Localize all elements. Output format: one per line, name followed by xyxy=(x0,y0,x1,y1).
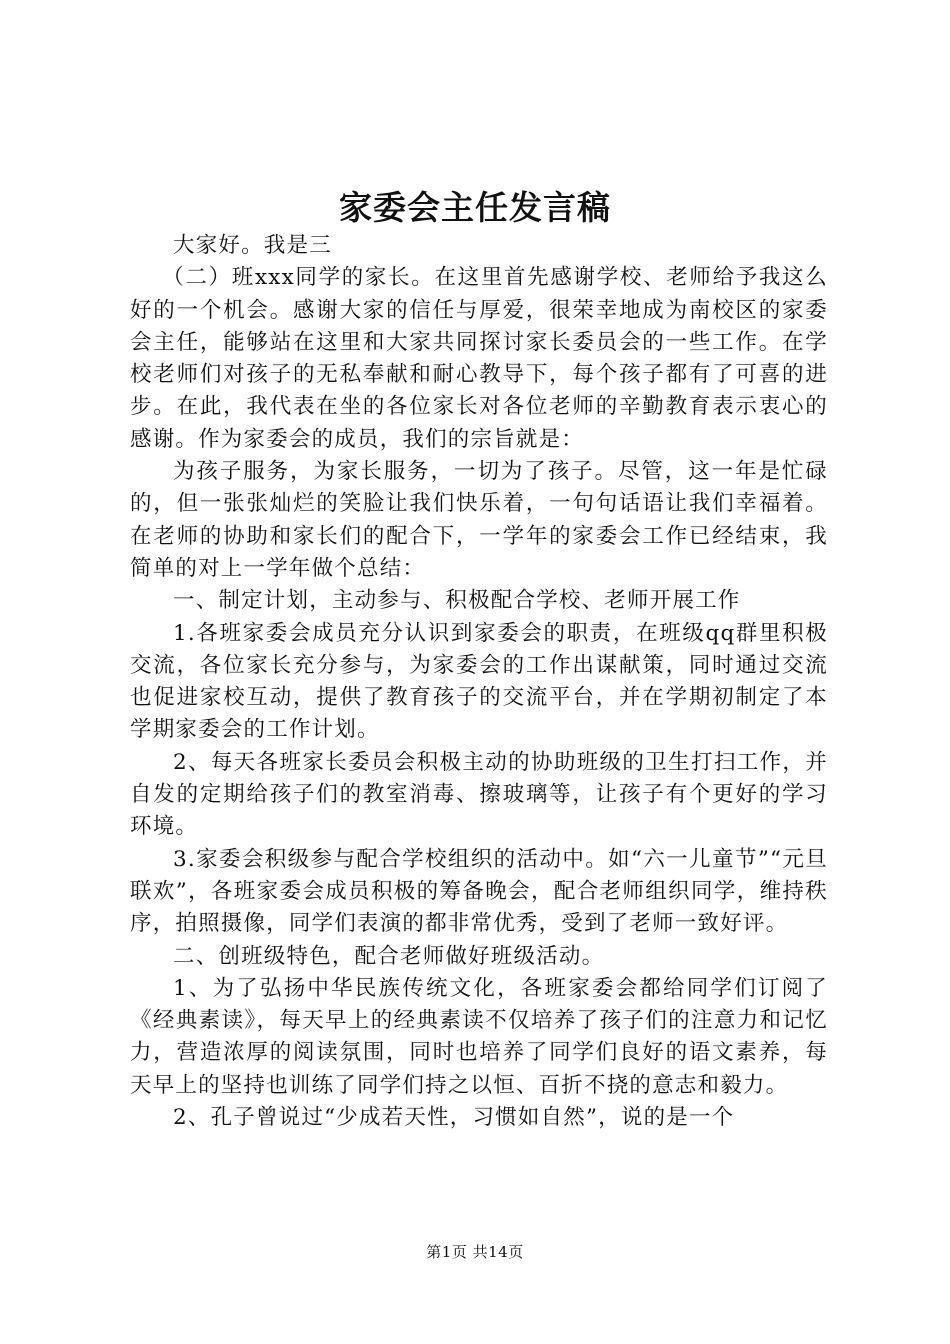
paragraph-item-1-3: 3.家委会积级参与配合学校组织的活动中。如“六一儿童节”“元旦联欢”，各班家委会成员积极的筹备晚会，配合老师组织同学，维持秩序，拍照摄像，同学们表演的都非常优秀，受到了老师一致好评。 xyxy=(130,846,828,937)
paragraph-purpose: 为孩子服务，为家长服务，一切为了孩子。尽管，这一年是忙碌的，但一张张灿烂的笑脸让我们快乐着，一句句话语让我们幸福着。在老师的协助和家长们的配合下，一学年的家委会工作已经结束，我简单的对上一学年做个总结： xyxy=(130,459,828,581)
section-heading-2: 二、创班级特色，配合老师做好班级活动。 xyxy=(173,943,605,969)
paragraph-introduction: （二）班xxx同学的家长。在这里首先感谢学校、老师给予我这么好的一个机会。感谢大家的信任与厚爱，很荣幸地成为南校区的家委会主任，能够站在这里和大家共同探讨家长委员会的一些工作。在学校老师们对孩子的无私奉献和耐心教导下，每个孩子都有了可喜的进步。在此，我代表在坐的各位家长对各位老师的辛勤教育表示衷心的感谢。作为家委会的成员，我们的宗旨就是： xyxy=(130,265,828,452)
paragraph-item-2-2: 2、孔子曾说过“少成若天性，习惯如自然”，说的是一个 xyxy=(173,1105,735,1131)
document-title: 家委会主任发言稿 xyxy=(339,188,611,227)
document-body xyxy=(130,230,828,1134)
paragraph-item-1-2: 2、每天各班家长委员会积极主动的协助班级的卫生打扫工作，并自发的定期给孩子们的教室消毒、擦玻璃等，让孩子有个更好的学习环境。 xyxy=(130,749,828,840)
paragraph-item-2-1: 1、为了弘扬中华民族传统文化，各班家委会都给同学们订阅了《经典素读》，每天早上的经典素读不仅培养了孩子们的注意力和记忆力，营造浓厚的阅读氛围，同时也培养了同学们良好的语文素养，每天早上的坚持也训练了同学们持之以恒、百折不挠的意志和毅力。 xyxy=(130,975,828,1098)
paragraph-item-1-1: 1.各班家委会成员充分认识到家委会的职责，在班级qq群里积极交流，各位家长充分参与，为家委会的工作出谋献策，同时通过交流也促进家校互动，提供了教育孩子的交流平台，并在学期初制定了本学期家委会的工作计划。 xyxy=(130,620,828,743)
page-number-footer: 第1页 共14页 xyxy=(426,1243,524,1261)
paragraph-greeting: 大家好。我是三 xyxy=(173,233,332,258)
section-heading-1: 一、制定计划，主动参与、积极配合学校、老师开展工作 xyxy=(173,588,741,614)
